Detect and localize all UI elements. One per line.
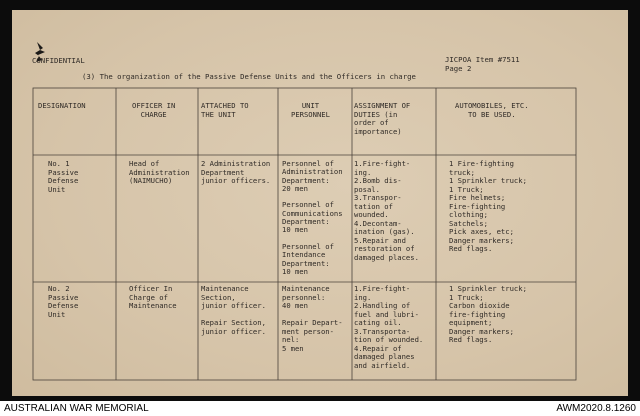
row1-officer: Head of Administration (NAIMUCHO) — [129, 159, 190, 186]
footer-institution: AUSTRALIAN WAR MEMORIAL — [4, 403, 149, 414]
column-header-duties: ASSIGNMENT OF DUTIES (in order of importance) — [354, 101, 411, 136]
document-page — [12, 10, 628, 396]
column-header-personnel: UNIT PERSONNEL — [291, 101, 330, 119]
row2-attached: Maintenance Section, junior officer. Repair Section, junior officer. — [201, 284, 266, 336]
row2-officer: Officer In Charge of Maintenance — [129, 284, 177, 311]
column-header-attached: ATTACHED TO THE UNIT — [201, 101, 249, 119]
row1-designation: No. 1 Passive Defense Unit — [48, 159, 79, 194]
page-number: Page 2 — [445, 64, 472, 73]
row2-duties: 1.Fire-fight- ing. 2.Handling of fuel and lubri- cating oil. 3.Transporta- tion of wounded. 4.Repair of damaged planes and airfield. — [354, 284, 424, 370]
row1-personnel: Personnel of Administration Department: 20 men Personnel of Communications Department: 10 men Personnel of Intendance Department: 10 men — [282, 159, 343, 276]
archive-footer — [0, 401, 640, 416]
classification-marking: CONFIDENTIAL — [32, 56, 85, 65]
column-header-designation: DESIGNATION — [38, 101, 86, 110]
row1-duties: 1.Fire-fight- ing. 2.Bomb dis- posal. 3.Transpor- tation of wounded. 4.Decontam- ination (gas). 5.Repair and restoration of damaged places. — [354, 159, 419, 263]
row2-personnel: Maintenance personnel: 40 men Repair Depart- ment person- nel: 5 men — [282, 284, 343, 353]
footer-accession-number: AWM2020.8.1260 — [556, 403, 636, 414]
row2-designation: No. 2 Passive Defense Unit — [48, 284, 79, 319]
row1-automobiles: 1 Fire-fighting truck; 1 Sprinkler truck; 1 Truck; Fire helmets; Fire-fighting clothing; Satchels; Pick axes, etc; Danger markers; Red flags. — [449, 159, 527, 254]
row2-automobiles: 1 Sprinkler truck; 1 Truck; Carbon dioxide fire-fighting equipment; Danger markers; Red flags. — [449, 284, 527, 345]
column-header-officer: OFFICER IN CHARGE — [132, 101, 176, 119]
section-heading: (3) The organization of the Passive Defense Units and the Officers in charge — [82, 72, 416, 81]
item-reference: JICPOA Item #7511 — [445, 55, 520, 64]
row1-attached: 2 Administration Department junior officers. — [201, 159, 271, 186]
column-header-automobiles: AUTOMOBILES, ETC. TO BE USED. — [455, 101, 529, 119]
